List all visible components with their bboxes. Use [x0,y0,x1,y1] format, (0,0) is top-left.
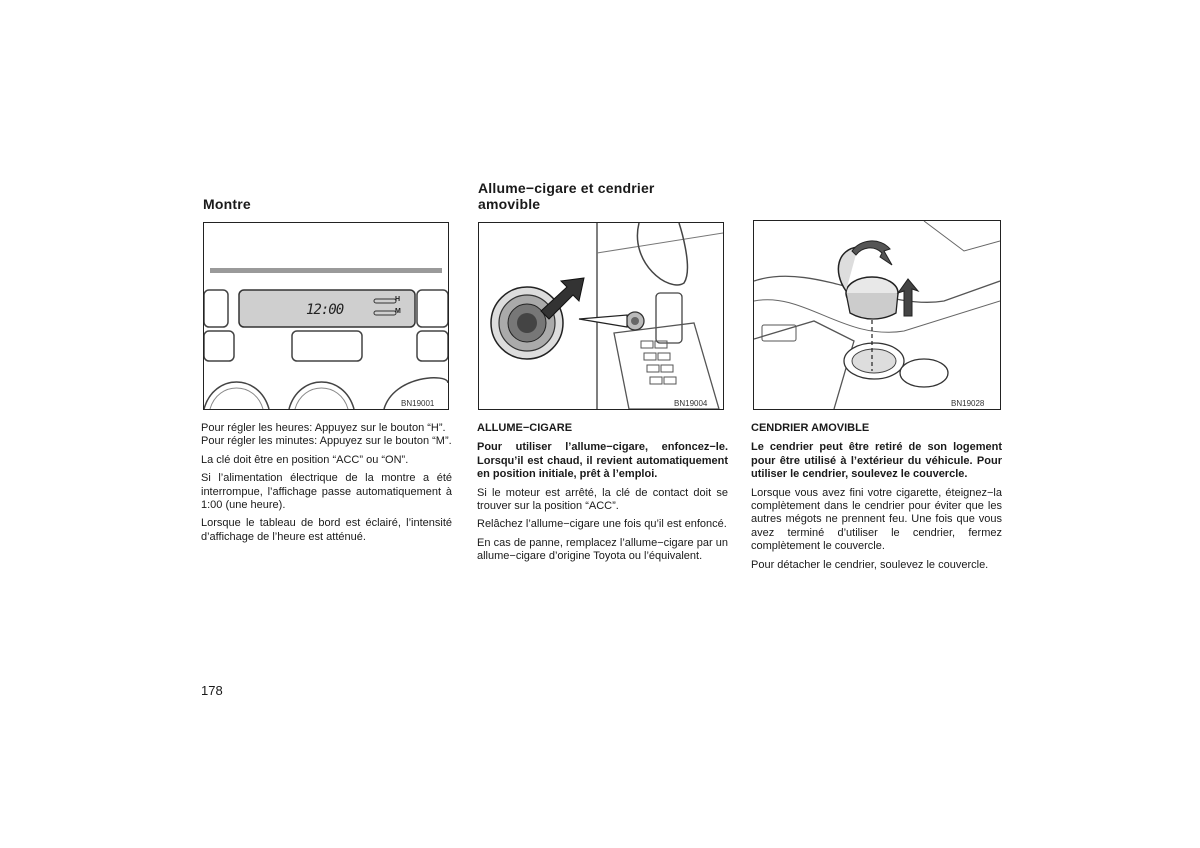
clock-h-button-label: H [395,296,401,303]
clock-time-display: 12:00 [306,302,344,318]
paragraph: Pour régler les minutes: Appuyez sur le bouton “M”. [201,435,452,448]
cigarette-lighter-illustration [478,222,724,410]
paragraph: Lorsque le tableau de bord est éclairé, l’intensité d’affichage de l’heure est atténué. [201,517,452,543]
paragraph: Relâchez l’allume−cigare une fois qu’il est enfoncé. [477,518,727,531]
subheading: ALLUME−CIGARE [477,422,573,434]
paragraph: Lorsque vous avez fini votre cigarette, éteignez−la complètement dans le cendrier pour éviter que les autres mégots ne prennent feu. Une fois que vous avez terminé d’utiliser le cendrier, fermez complètement le couvercle. [751,486,1002,553]
text-column-montre [201,422,452,549]
page-number: 178 [201,683,223,698]
section-heading-montre: Montre [203,196,251,212]
heading-line-2: amovible [478,196,541,212]
paragraph: Si le moteur est arrêté, la clé de contact doit se trouver sur la position “ACC”. [477,486,728,513]
figure-code: BN19001 [401,399,435,408]
figure-code: BN19028 [951,399,985,408]
ashtray-illustration [753,220,1001,410]
clock-illustration [203,222,449,410]
figure-code: BN19004 [674,399,708,408]
bold-instruction: Pour utiliser l’allume−cigare, enfoncez−le. Lorsqu’il est chaud, il revient automatiquement en position initiale, prêt à l’emploi. [477,441,728,481]
heading-line-1: Allume−cigare et cendrier [478,180,655,196]
section-heading-allume-cigare [478,180,655,212]
clock-m-button-label: M [395,308,401,315]
paragraph: Pour détacher le cendrier, soulevez le couvercle. [751,558,989,571]
bold-instruction: Le cendrier peut être retiré de son logement pour être utilisé à l’extérieur du véhicule. Pour utiliser le cendrier, soulevez le couvercle. [751,441,1002,481]
text-column-allume-cigare [477,422,728,569]
text-column-cendrier [751,422,1002,577]
subheading: CENDRIER AMOVIBLE [751,422,870,434]
paragraph: En cas de panne, remplacez l’allume−cigare par un allume−cigare d’origine Toyota ou l’équivalent. [477,536,728,563]
paragraph: La clé doit être en position “ACC” ou “ON”. [201,453,409,466]
paragraph: Si l’alimentation électrique de la montre a été interrompue, l’affichage passe automatiquement à 1:00 (une heure). [201,472,452,512]
paragraph: Pour régler les heures: Appuyez sur le bouton “H”. [201,422,446,434]
